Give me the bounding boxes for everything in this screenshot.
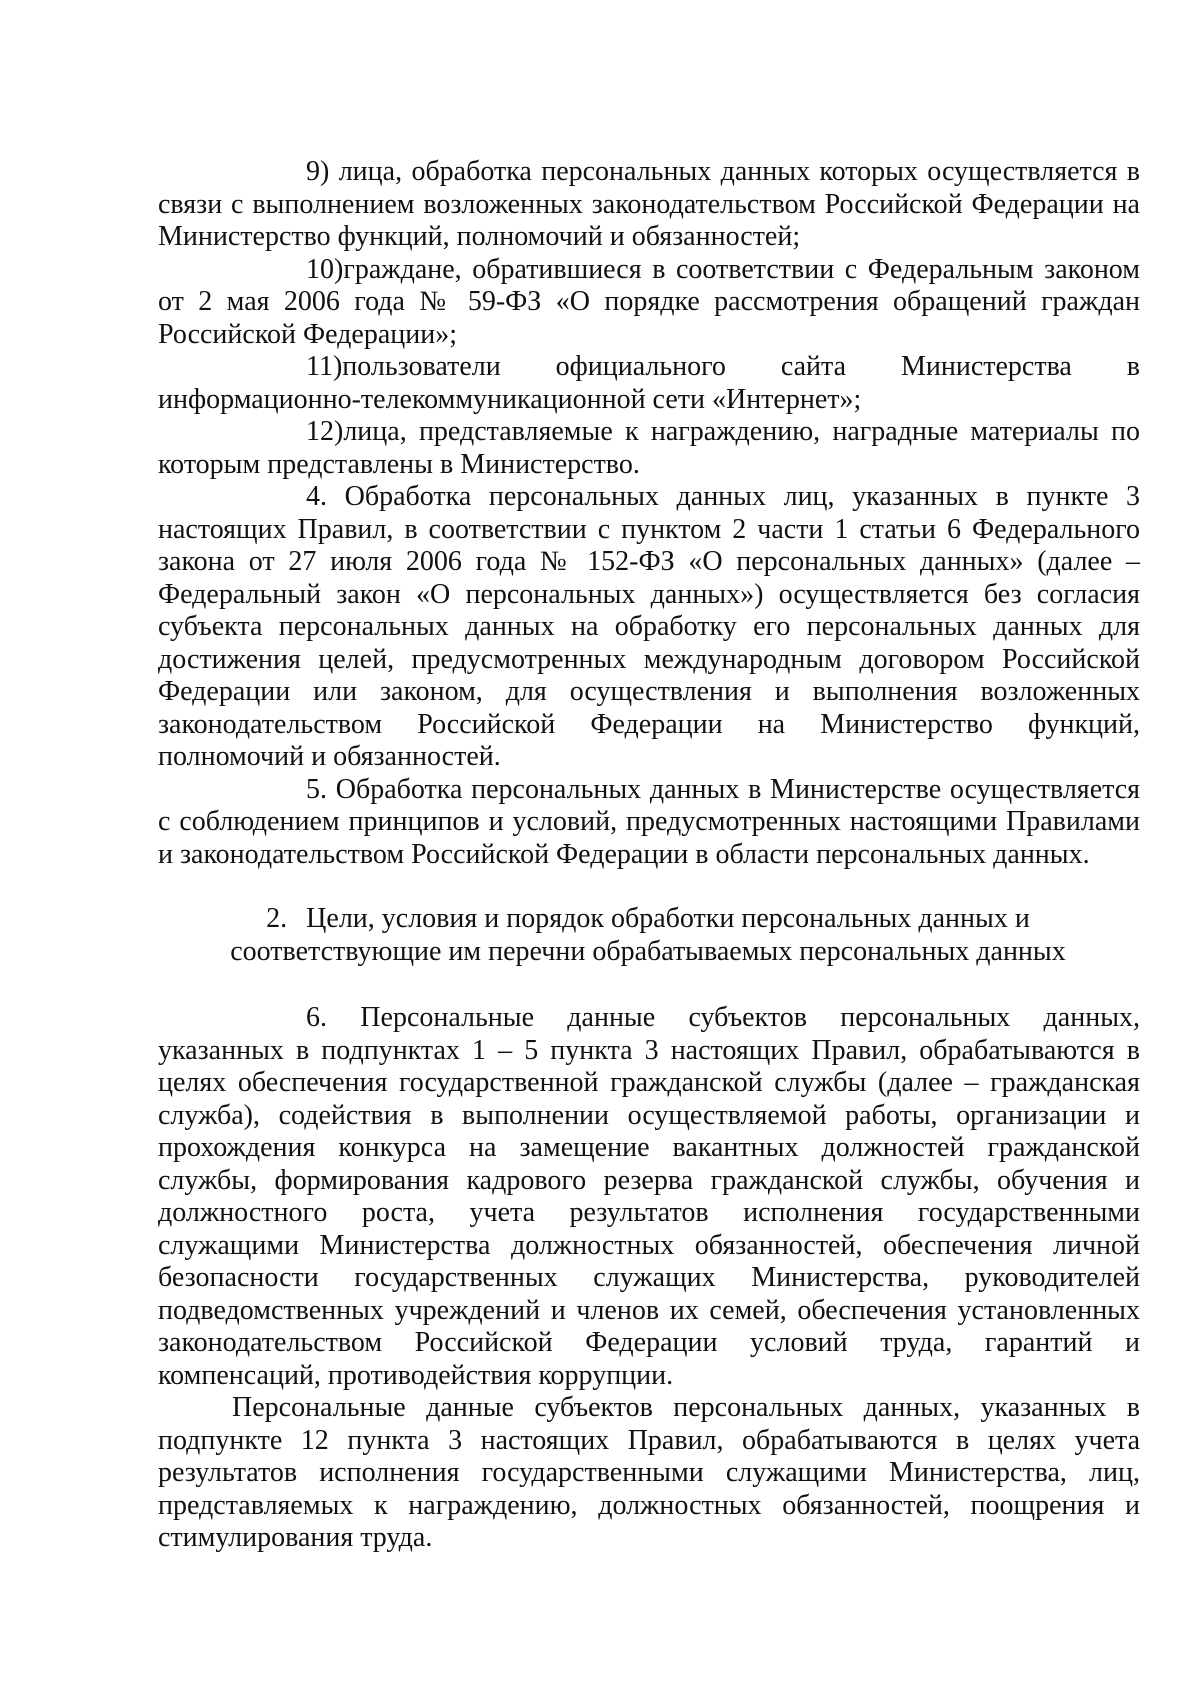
- section-title: Цели, условия и порядок обработки персональных данных и соответствующие им перечни обрабатываемых персональных данных: [230, 903, 1066, 967]
- item-number: 9): [306, 156, 330, 187]
- list-item-11: [158, 351, 1140, 416]
- clause-text: Персональные данные субъектов персональных данных, указанных в подпунктах 1 – 5 пункта 3 настоящих Правил, обрабатываются в целях обеспечения государственной гражданской службы (далее – гражданская служба), содействия в выполнении осуществляемой работы, организации и прохождения конкурса на замещение вакантных должностей гражданской службы, формирования кадрового резерва гражданской службы, обучения и должностного роста, учета результатов исполнения государственными служащими Министерства должностных обязанностей, обеспечения личной безопасности государственных служащих Министерства, руководителей подведомственных учреждений и членов их семей, обеспечения установленных законодательством Российской Федерации условий труда, гарантий и компенсаций, противодействия коррупции.: [158, 1002, 1141, 1391]
- clause-text: Обработка персональных данных лиц, указанных в пункте 3 настоящих Правил, в соответствии с пунктом 2 части 1 статьи 6 Федерального закона от 27 июля 2006 года № 152-ФЗ «О персональных данных» (далее – Федеральный закон «О персональных данных») осуществляется без согласия субъекта персональных данных на обработку его персональных данных для достижения целей, предусмотренных международным договором Российской Федерации или законом, для осуществления и выполнения возложенных законодательством Российской Федерации на Министерство функций, полномочий и обязанностей.: [158, 481, 1140, 772]
- clause-text: Обработка персональных данных в Министерстве осуществляется с соблюдением принципов и условий, предусмотренных настоящими Правилами и законодательством Российской Федерации в области персональных данных.: [158, 773, 1140, 870]
- item-text: пользователи официального сайта Министерства в информационно-телекоммуникационной сети «Интернет»;: [158, 351, 1140, 415]
- section-number: 2.: [266, 903, 288, 934]
- item-text: граждане, обратившиеся в соответствии с Федеральным законом от 2 мая 2006 года № 59-ФЗ «О порядке рассмотрения обращений граждан Российской Федерации»;: [158, 253, 1140, 350]
- clause-6-continuation: Персональные данные субъектов персональных данных, указанных в подпункте 12 пункта 3 настоящих Правил, обрабатываются в целях учета результатов исполнения государственными служащими Министерства, лиц, представляемых к награждению, должностных обязанностей, поощрения и стимулирования труда.: [158, 1392, 1140, 1553]
- document-page: [158, 156, 1140, 1555]
- clause-number: 5.: [306, 773, 327, 805]
- list-item-9: [158, 156, 1140, 254]
- clause-number: 6.: [306, 1002, 327, 1033]
- clause-5: [158, 774, 1140, 872]
- item-number: 12): [306, 416, 344, 447]
- clause-4: [158, 481, 1140, 774]
- clause-6: [158, 1002, 1140, 1392]
- clause-number: 4.: [306, 481, 327, 512]
- item-number: 10): [306, 253, 344, 285]
- section-heading: [158, 903, 1140, 968]
- item-text: лица, представляемые к награждению, наградные материалы по которым представлены в Министерство.: [158, 416, 1140, 480]
- list-item-12: [158, 416, 1140, 481]
- list-item-10: [158, 254, 1140, 352]
- item-number: 11): [306, 351, 343, 382]
- item-text: лица, обработка персональных данных которых осуществляется в связи с выполнением возложенных законодательством Российской Федерации на Министерство функций, полномочий и обязанностей;: [158, 156, 1141, 252]
